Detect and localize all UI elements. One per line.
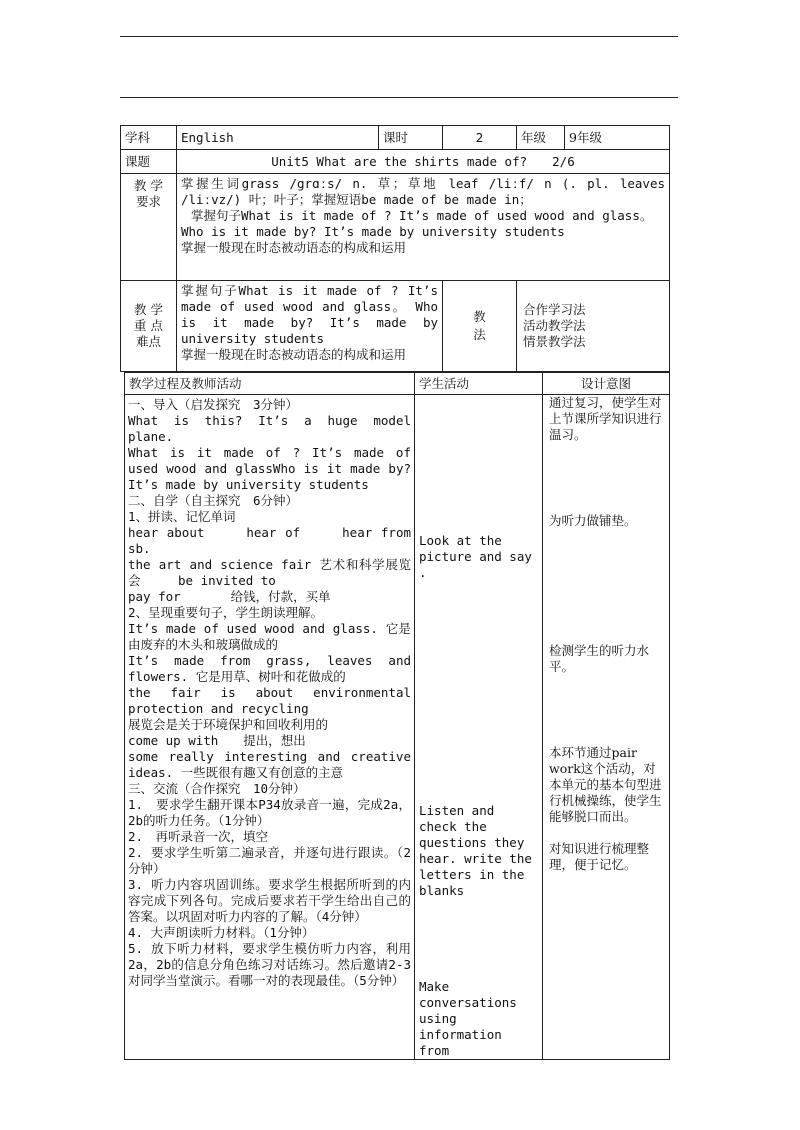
grade-label: 年级 [517, 126, 565, 150]
keypoints-label-line: 重 点 [134, 318, 163, 333]
student-line: Look at the picture and say . [419, 533, 532, 580]
goals-content [177, 174, 670, 281]
teacher-line: 4. 大声朗读听力材料。（1分钟） [128, 925, 315, 940]
topic-value: Unit5 What are the shirts made of? 2/6 [177, 150, 670, 174]
keypoints-line: 掌握一般现在时态被动语态的构成和运用 [181, 347, 407, 362]
keypoints-label [121, 281, 177, 372]
keypoints-line: 掌握句子What is it made of ? It’s made of used wood and glass。 Who is it made by? It’s made by university students [181, 283, 438, 346]
teacher-line: 3. 听力内容巩固训练。要求学生根据所听到的内容完成下列各句。完成后要求若干学生给出自己的答案。以巩固对听力内容的了解。（4分钟） [128, 877, 411, 924]
teacher-line: some really interesting and creative ideas. 一些既很有趣又有创意的主意 [128, 749, 411, 780]
goals-line: 掌握生词grass /grɑːs/ n. 草；草地 leaf /liːf/ n (. pl. leaves /liːvz/) 叶；叶子；掌握短语be made of be made in； [181, 176, 665, 207]
teacher-line: What is it made of ? It’s made of used wood and glassWho is it made by? It’s made by university students [128, 445, 411, 492]
goals-label-line: 教 学 [134, 178, 163, 193]
teacher-line: 1. 要求学生翻开课本P34放录音一遍，完成2a，2b的听力任务。（1分钟） [128, 797, 411, 828]
keypoints-label-line: 难点 [135, 334, 161, 349]
teacher-line: 2. 要求学生听第二遍录音，并逐句进行跟读。（2分钟） [128, 845, 411, 876]
teacher-line: 一、导入（启发探究 3分钟） [128, 397, 299, 412]
design-line: 通过复习，使学生对上节课所学知识进行温习。 [549, 395, 662, 442]
process-header-student: 学生活动 [415, 373, 543, 395]
methods-list [517, 281, 670, 372]
design-line: 为听力做铺垫。 [549, 513, 637, 528]
grade-value: 9年级 [565, 126, 670, 150]
teacher-activities [125, 395, 415, 1060]
process-header-teacher: 教学过程及教师活动 [125, 373, 415, 395]
method-item: 活动教学法 [523, 318, 586, 333]
process-header-design: 设计意图 [543, 373, 670, 395]
design-intent [543, 395, 670, 1060]
teacher-line: 二、自学（自主探究 6分钟） [128, 493, 299, 508]
teacher-line: come up with 提出，想出 [128, 733, 306, 748]
teacher-line: It’s made from grass, leaves and flowers. 它是用草、树叶和花做成的 [128, 653, 411, 684]
method-item: 情景教学法 [523, 334, 586, 349]
goals-line: 掌握句子What is it made of ? It’s made of used wood and glass。 [191, 208, 653, 223]
student-line: Make conversations using information from [419, 979, 517, 1058]
lesson-info-table [120, 125, 670, 372]
topic-label: 课题 [121, 150, 177, 174]
method-label [443, 281, 517, 372]
method-label-text: 教法 [473, 309, 486, 342]
teacher-line: 2. 再听录音一次，填空 [128, 829, 269, 844]
teacher-line: 展览会是关于环境保护和回收利用的 [128, 717, 329, 732]
teacher-line: 2、呈现重要句子，学生朗读理解。 [128, 605, 324, 620]
period-label: 课时 [379, 126, 443, 150]
subject-label: 学科 [121, 126, 177, 150]
teacher-line: hear about hear of hear from sb. [128, 525, 411, 556]
goals-line: 掌握一般现在时态被动语态的构成和运用 [181, 240, 407, 255]
teacher-line: the fair is about environmental protection and recycling [128, 685, 411, 716]
teacher-line: 5. 放下听力材料，要求学生模仿听力内容，利用2a，2b的信息分角色练习对话练习。然后邀请2-3对同学当堂演示。看哪一对的表现最佳。（5分钟） [128, 941, 411, 988]
teacher-line: pay for 给钱，付款，买单 [128, 589, 331, 604]
teacher-line: 1、拼读、记忆单词 [128, 509, 236, 524]
keypoints-label-line: 教 学 [134, 302, 163, 317]
student-activities [415, 395, 543, 1060]
goals-label [121, 174, 177, 281]
header-rule [120, 97, 678, 98]
process-table [124, 372, 670, 1060]
keypoints-content [177, 281, 443, 372]
teacher-line: the art and science fair 艺术和科学展览会 be invited to [128, 557, 411, 588]
top-rule [120, 36, 678, 37]
teacher-line: It’s made of used wood and glass. 它是由废弃的木头和玻璃做成的 [128, 621, 411, 652]
student-line: Listen and check the questions they hear. write the letters in the blanks [419, 803, 532, 898]
design-line: 本环节通过pair work这个活动，对本单元的基本句型进行机械操练，使学生能够脱口而出。 [549, 745, 662, 824]
teacher-line: 三、交流（合作探究 10分钟） [128, 781, 306, 796]
subject-value: English [177, 126, 379, 150]
goals-label-line: 要求 [135, 194, 161, 209]
teacher-line: What is this? It’s a huge model plane. [128, 413, 411, 444]
design-line: 检测学生的听力水平。 [549, 643, 650, 674]
design-line: 对知识进行梳理整理，便于记忆。 [549, 841, 650, 872]
goals-line: Who is it made by? It’s made by university students [181, 224, 565, 239]
method-item: 合作学习法 [523, 302, 586, 317]
period-value: 2 [443, 126, 517, 150]
